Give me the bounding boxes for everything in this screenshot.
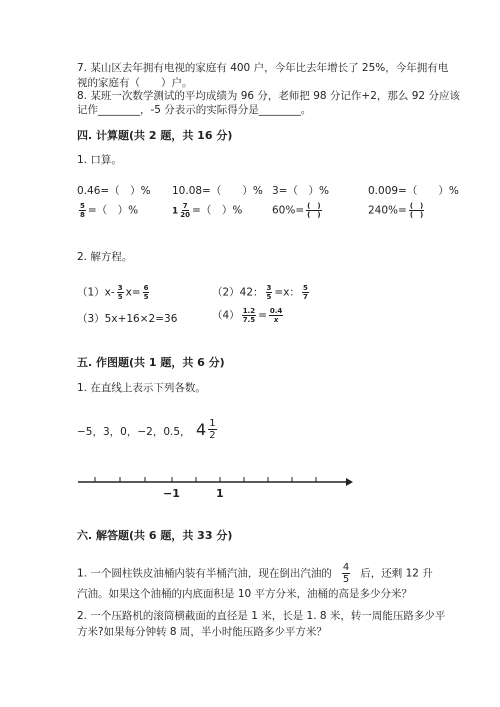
number-line [70,470,355,500]
solve-eq-label: 2. 解方程。 [77,251,133,263]
problem-1-line1: 1. 一个圆柱铁皮油桶内装有半桶汽油，现在倒出汽油的 $\frac{4}{5}$ 后，还剩 12 升 [77,562,433,585]
equation-3: （3）5x+16×2=36 [77,313,178,325]
oral-calc-r1c1: 0.46=（ ）% [77,185,151,197]
problem-2-line1: 2. 一个压路机的滚筒横截面的直径是 1 米，长是 1. 8 米，转一周能压路多少平 [77,610,446,622]
oral-calc-r2c4: 240%= $\frac{( )}{( )}$ [368,202,424,219]
q8-line1: 8. 某班一次数学测试的平均成绩为 96 分，老师把 98 分记作+2，那么 92 分应该 [77,90,460,102]
q7-line2: 视的家庭有（ ）户。 [77,77,193,89]
blank-fraction: $\frac{( )}{( )}$ [307,202,321,219]
section6-title: 六. 解答题(共 6 题，共 33 分) [77,529,233,542]
oral-calc-r2c2: 1 $\frac{7}{20}$ =（ ）% [172,202,243,219]
q8-line2: 记作________，-5 分表示的实际得分是________。 [77,104,312,116]
mixed-number: 4 $\frac{1}{2}$ [196,418,216,441]
arrow-icon [346,478,353,486]
equation-4: （4） $\frac{1.2}{7.5}$ = $\frac{0.4}{x}$ [212,307,283,324]
oral-calc-r2c1: $\frac{5}{8}$ =（ ）% [80,202,139,219]
tick-label-neg1: −1 [163,487,180,500]
oral-calc-r1c3: 3=（ ）% [272,185,329,197]
oral-calc-r1c2: 10.08=（ ）% [172,185,263,197]
oral-calc-r2c3: 60%= $\frac{( )}{( )}$ [272,202,321,219]
equation-1: （1）x- $\frac{3}{5}$ x= $\frac{6}{5}$ [77,284,149,301]
problem-1-line2: 汽油。如果这个油桶的内底面积是 10 平方分米，油桶的高是多少分米？ [77,588,413,600]
numbers-to-plot: −5，3，0，−2，0.5， [77,426,191,438]
tick-label-1: 1 [216,487,224,500]
number-line-label: 1. 在直线上表示下列各数。 [77,382,206,394]
section5-title: 五. 作图题(共 1 题，共 6 分) [77,356,225,369]
fraction: $\frac{7}{20}$ [180,202,191,219]
q7-line1: 7. 某山区去年拥有电视的家庭有 400 户，今年比去年增长了 25%，今年拥有电 [77,62,449,74]
problem-2-line2: 方米?如果每分钟转 8 周，半小时能压路多少平方米？ [77,626,327,638]
oral-calc-label: 1. 口算。 [77,154,122,166]
equation-2: （2）42： $\frac{3}{5}$ =x： $\frac{5}{7}$ [212,284,308,301]
oral-calc-r1c4: 0.009=（ ）% [368,185,459,197]
section4-title: 四. 计算题(共 2 题，共 16 分) [77,129,233,142]
blank-fraction: $\frac{( )}{( )}$ [409,202,424,219]
fraction: $\frac{5}{8}$ [80,202,85,219]
